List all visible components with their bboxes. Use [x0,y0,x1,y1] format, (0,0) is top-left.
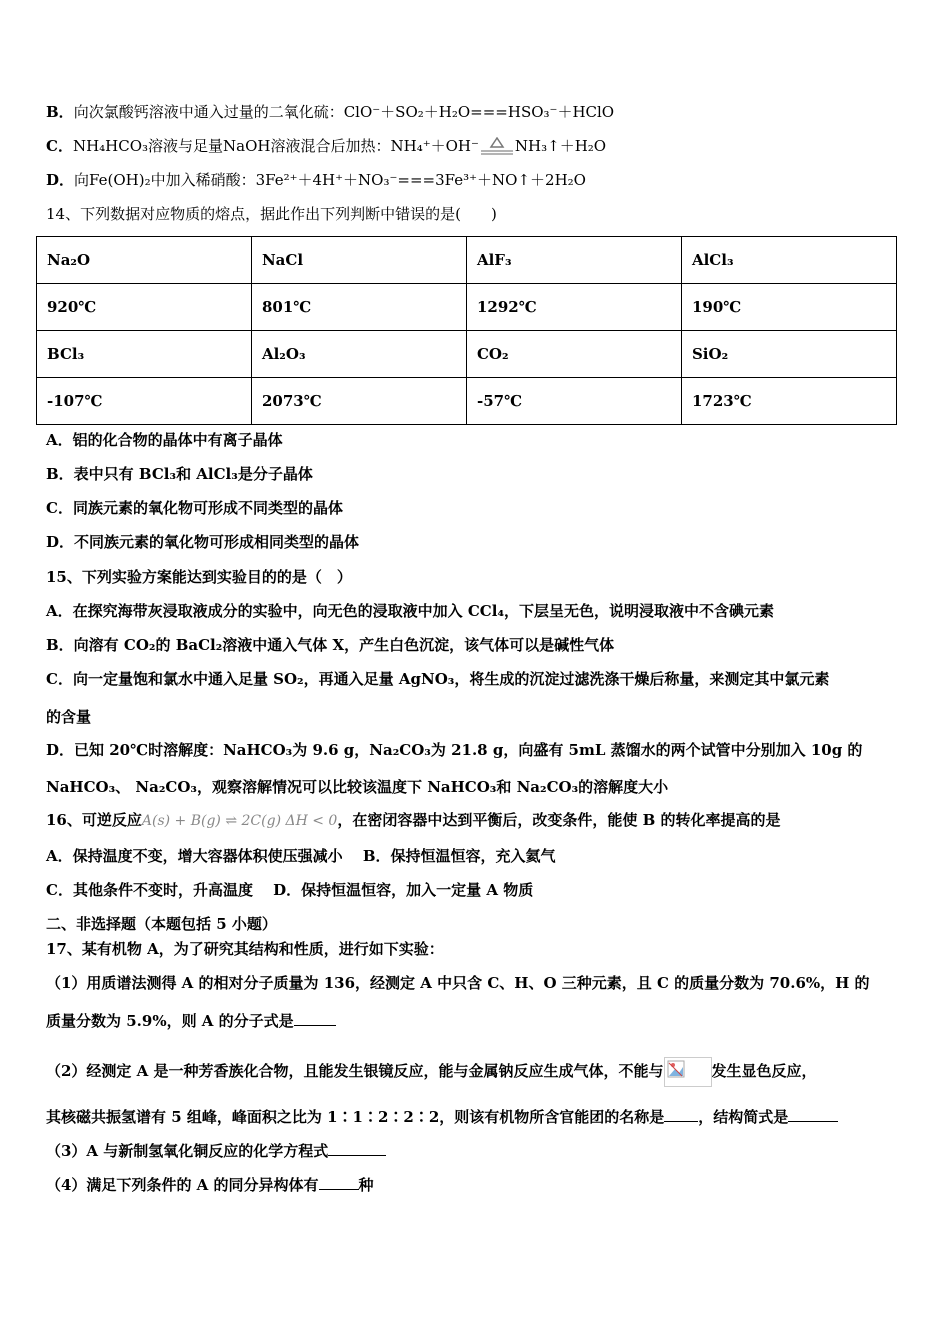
table-cell: AlF₃ [466,237,681,284]
table-row [37,378,897,425]
part-text: 发生显色反应， [711,1062,817,1080]
melting-point-table [36,236,897,425]
q14-option-a: A．铝的化合物的晶体中有离子晶体 [46,431,283,449]
q17-part2-line1 [46,1057,817,1087]
q15-option-c-line1: C．向一定量饱和氯水中通入足量 SO₂，再通入足量 AgNO₃，将生成的沉淀过滤洗涤干燥后称量，来测定其中氯元素 [46,670,830,688]
part-text: （2）经测定 A 是一种芳香族化合物，且能发生银镜反应，能与金属钠反应生成气体，不能与 [46,1062,664,1080]
part-text: （4）满足下列条件的 A 的同分异构体有 [46,1176,319,1194]
table-cell: -107℃ [37,378,252,425]
part-text: （3）A 与新制氢氧化铜反应的化学方程式 [46,1142,329,1160]
option-text: 向次氯酸钙溶液中通入过量的二氧化硫：ClO⁻＋SO₂＋H₂O===HSO₃⁻＋HClO [73,103,615,121]
reaction-equation: A(s) + B(g) ⇌ 2C(g) ΔH < 0 [141,813,338,829]
table-row [37,284,897,331]
option-text: 向Fe(OH)₂中加入稀硝酸：3Fe²⁺＋4H⁺＋NO₃⁻===3Fe³⁺＋NO↑＋2H₂O [74,171,586,189]
table-cell: 190℃ [681,284,896,331]
table-row [37,237,897,284]
q16-stem [46,810,780,831]
q15-option-b: B．向溶有 CO₂的 BaCl₂溶液中通入气体 X，产生白色沉淀，该气体可以是碱性气体 [46,636,615,654]
q14-option-d: D．不同族元素的氧化物可形成相同类型的晶体 [46,533,360,551]
q15-option-d-line2: NaHCO₃、 Na₂CO₃，观察溶解情况可以比较该温度下 NaHCO₃和 Na₂CO₃的溶解度大小 [46,778,669,796]
q15-option-a: A．在探究海带灰浸取液成分的实验中，向无色的浸取液中加入 CCl₄，下层呈无色，说明浸取液中不含碘元素 [46,602,775,620]
q17-part1-line1: （1）用质谱法测得 A 的相对分子质量为 136，经测定 A 中只含 C、H、O 三种元素，且 C 的质量分数为 70.6%，H 的 [46,974,870,992]
broken-image-icon [664,1057,712,1087]
q15-option-c-line2: 的含量 [46,708,92,726]
part-text: 其核磁共振氢谱有 5 组峰，峰面积之比为 1∶1∶2∶2∶2，则该有机物所含官能团的名称是 [46,1108,665,1126]
q14-option-c: C．同族元素的氧化物可形成不同类型的晶体 [46,499,343,517]
q14-option-b: B．表中只有 BCl₃和 AlCl₃是分子晶体 [46,465,313,483]
table-cell: Al₂O₃ [251,331,466,378]
q13-option-c [46,136,606,157]
q15-option-d-line1: D．已知 20℃时溶解度：NaHCO₃为 9.6 g，Na₂CO₃为 21.8 g，向盛有 5mL 蒸馏水的两个试管中分别加入 10g 的 [46,741,863,759]
q16-options-cd: C．其他条件不变时，升高温度 D．保持恒温恒容，加入一定量 A 物质 [46,881,534,899]
part-text: ，结构简式是 [698,1108,789,1126]
table-cell: 920℃ [37,284,252,331]
heating-condition-icon [479,137,515,157]
answer-blank[interactable] [294,1011,336,1026]
q15-stem: 15、下列实验方案能达到实验目的的是（ ） [46,568,352,586]
q13-option-b [46,102,614,122]
table-cell: 1723℃ [681,378,896,425]
q16-options-ab: A．保持温度不变，增大容器体积使压强减小 B．保持恒温恒容，充入氦气 [46,847,556,865]
answer-blank[interactable] [664,1107,698,1122]
table-cell: AlCl₃ [681,237,896,284]
option-label: D． [46,171,75,189]
option-label: C． [46,137,73,155]
q17-stem: 17、某有机物 A，为了研究其结构和性质，进行如下实验： [46,940,444,958]
q17-part3 [46,1141,386,1161]
q17-part2-line2 [46,1107,838,1127]
table-cell: CO₂ [466,331,681,378]
q17-part1-line2 [46,1011,336,1031]
option-text: NH₃↑＋H₂O [514,137,607,155]
answer-blank[interactable] [319,1175,359,1190]
table-cell: NaCl [251,237,466,284]
part-text: 种 [358,1176,374,1194]
table-cell: 801℃ [251,284,466,331]
section-heading: 二、非选择题（本题包括 5 小题） [46,915,277,933]
answer-blank[interactable] [788,1107,838,1122]
answer-blank[interactable] [328,1141,386,1156]
table-cell: Na₂O [37,237,252,284]
q17-part4 [46,1175,374,1195]
stem-text: ，在密闭容器中达到平衡后，改变条件，能使 B 的转化率提高的是 [337,811,781,829]
table-cell: 1292℃ [466,284,681,331]
table-cell: -57℃ [466,378,681,425]
table-cell: 2073℃ [251,378,466,425]
q14-stem: 14、下列数据对应物质的熔点，据此作出下列判断中错误的是( ) [46,205,497,223]
option-text: NH₄HCO₃溶液与足量NaOH溶液混合后加热：NH₄⁺＋OH⁻ [72,137,479,155]
table-cell: SiO₂ [681,331,896,378]
table-row [37,331,897,378]
q13-option-d [46,170,586,190]
part-text: 质量分数为 5.9%，则 A 的分子式是 [46,1012,294,1030]
table-cell: BCl₃ [37,331,252,378]
stem-text: 16、可逆反应 [46,811,142,829]
option-label: B． [46,103,74,121]
